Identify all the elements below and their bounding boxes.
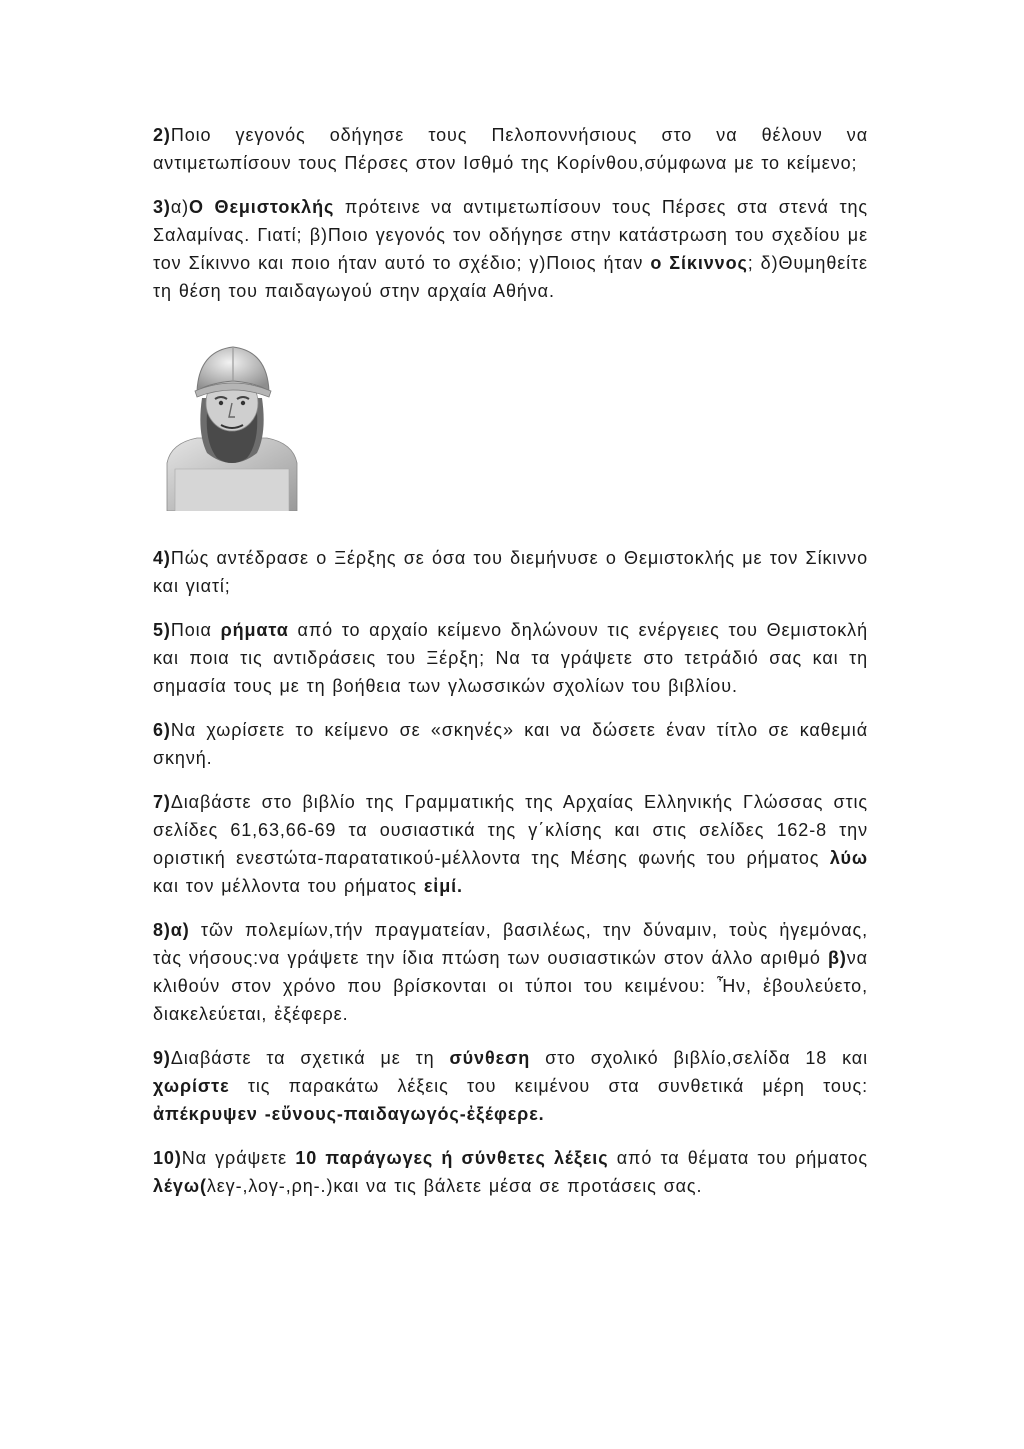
- text-run: τις παρακάτω λέξεις του κειμένου στα συνθετικά μέρη τους:: [229, 1076, 868, 1096]
- bold-text-run: β): [828, 948, 847, 968]
- bold-text-run: 10 παράγωγες ή σύνθετες λέξεις: [295, 1148, 609, 1168]
- text-run: λεγ-,λογ-,ρη-.)και να τις βάλετε μέσα σε προτάσεις σας.: [206, 1176, 703, 1196]
- text-run: στο σχολικό βιβλίο,σελίδα 18 και: [530, 1048, 868, 1068]
- text-run: από το αρχαίο κείμενο δηλώνουν τις ενέργειες του Θεμιστοκλή και ποια τις αντιδράσεις του Ξέρξη; Να τα γράψετε στο τετράδιό σας και τη σημασία τους με τη βοήθεια των γλωσσικών σχολίων του βιβλίου.: [153, 620, 868, 696]
- bold-text-run: 4): [153, 548, 171, 568]
- bold-text-run: ρήματα: [220, 620, 289, 640]
- questions-content: [153, 121, 868, 1216]
- question-5: [153, 616, 868, 700]
- text-run: Να χωρίσετε το κείμενο σε «σκηνές» και να δώσετε έναν τίτλο σε καθεμιά σκηνή.: [153, 720, 868, 768]
- question-3: [153, 193, 868, 305]
- bold-text-run: ο Σίκιννος: [650, 253, 748, 273]
- text-run: Ποιο γεγονός οδήγησε τους Πελοποννήσιους στο να θέλουν να αντιμετωπίσουν τους Πέρσες στον Ισθμό της Κορίνθου,σύμφωνα με το κείμενο;: [153, 125, 868, 173]
- bold-text-run: 10): [153, 1148, 182, 1168]
- question-9: [153, 1044, 868, 1128]
- question-4: [153, 544, 868, 600]
- themistocles-bust-image: [157, 343, 307, 511]
- text-run: Πώς αντέδρασε ο Ξέρξης σε όσα του διεμήνυσε ο Θεμιστοκλής με τον Σίκιννο και γιατί;: [153, 548, 868, 596]
- question-6: [153, 716, 868, 772]
- text-run: Ποια: [170, 620, 221, 640]
- question-10: [153, 1144, 868, 1200]
- bold-text-run: λέγω(: [153, 1176, 207, 1196]
- text-run: από τα θέματα του ρήματος: [608, 1148, 868, 1168]
- bold-text-run: εἰμί.: [423, 876, 463, 896]
- bold-text-run: 5): [153, 620, 171, 640]
- bold-text-run: 8)α): [153, 920, 190, 940]
- bold-text-run: 2): [153, 125, 171, 145]
- text-run: να κλιθούν στον χρόνο που βρίσκονται οι τύποι του κειμένου: Ἦν, ἐβουλεύετο, διακελεύεται, ἐξέφερε.: [153, 948, 868, 1024]
- bold-text-run: χωρίστε: [153, 1076, 230, 1096]
- bold-text-run: ἀπέκρυψεν -εὔνους-παιδαγωγός-ἐξέφερε.: [153, 1104, 545, 1124]
- text-run: α): [170, 197, 190, 217]
- bold-text-run: σύνθεση: [449, 1048, 531, 1068]
- text-run: και τον μέλλοντα του ρήματος: [153, 876, 424, 896]
- text-run: Διαβάστε τα σχετικά με τη: [170, 1048, 450, 1068]
- bold-text-run: 7): [153, 792, 171, 812]
- bold-text-run: 9): [153, 1048, 171, 1068]
- bold-text-run: λύω: [829, 848, 868, 868]
- bold-text-run: 6): [153, 720, 171, 740]
- question-2: [153, 121, 868, 177]
- text-run: Διαβάστε στο βιβλίο της Γραμματικής της Αρχαίας Ελληνικής Γλώσσας στις σελίδες 61,63,66-69 τα ουσιαστικά της γ΄κλίσης και στις σελίδες 162-8 την οριστική ενεστώτα-παρατατικού-μέλλοντα της Μέσης φωνής του ρήματος: [153, 792, 868, 868]
- question-7: [153, 788, 868, 900]
- text-run: πρότεινε να αντιμετωπίσουν τους Πέρσες στα στενά της Σαλαμίνας. Γιατί; β)Ποιο γεγονός τον οδήγησε στην κατάστρωση του σχεδίου με τον Σίκιννο και ποιο ήταν αυτό το σχέδιο; γ)Ποιος ήταν: [153, 197, 868, 273]
- bold-text-run: 3): [153, 197, 171, 217]
- text-run: ; δ)Θυμηθείτε τη θέση του παιδαγωγού στην αρχαία Αθήνα.: [153, 253, 868, 301]
- text-run: τῶν πολεμίων,τήν πραγματείαν, βασιλέως, την δύναμιν, τοὺς ἡγεμόνας, τὰς νήσους:να γράψετε την ίδια πτώση των ουσιαστικών στον άλλο αριθμό: [153, 920, 868, 968]
- bold-text-run: Ο Θεμιστοκλής: [189, 197, 335, 217]
- question-8: [153, 916, 868, 1028]
- text-run: Να γράψετε: [181, 1148, 296, 1168]
